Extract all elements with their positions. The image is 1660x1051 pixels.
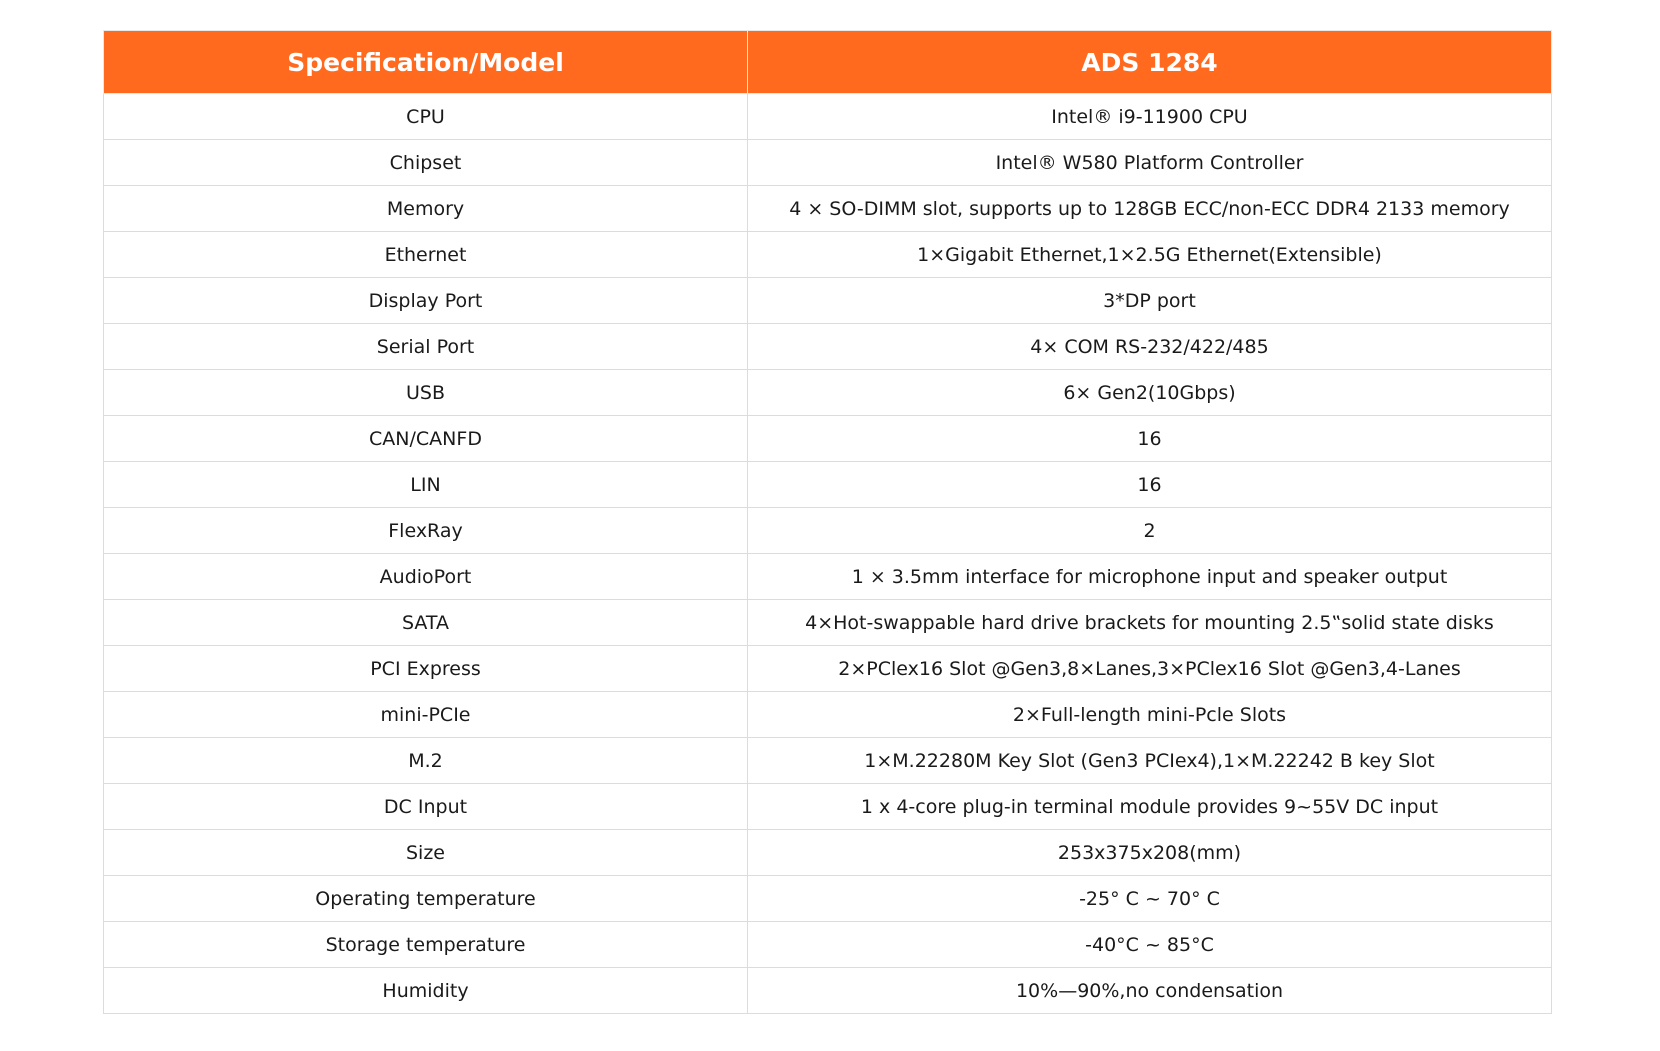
header-spec-label: Specification/Model bbox=[104, 31, 748, 94]
spec-name: USB bbox=[104, 370, 748, 416]
spec-value: 1×Gigabit Ethernet,1×2.5G Ethernet(Extensible) bbox=[748, 232, 1552, 278]
spec-name: Humidity bbox=[104, 968, 748, 1014]
spec-value: 6× Gen2(10Gbps) bbox=[748, 370, 1552, 416]
spec-value: 4 × SO-DIMM slot, supports up to 128GB ECC/non-ECC DDR4 2133 memory bbox=[748, 186, 1552, 232]
spec-value: 1×M.22280M Key Slot (Gen3 PCIex4),1×M.22242 B key Slot bbox=[748, 738, 1552, 784]
spec-table bbox=[103, 30, 1552, 1014]
spec-value: 16 bbox=[748, 462, 1552, 508]
spec-name: Display Port bbox=[104, 278, 748, 324]
table-row bbox=[104, 508, 1552, 554]
spec-name: DC Input bbox=[104, 784, 748, 830]
spec-value: 2 bbox=[748, 508, 1552, 554]
table-row bbox=[104, 416, 1552, 462]
spec-name: mini-PCIe bbox=[104, 692, 748, 738]
spec-value: 4× COM RS-232/422/485 bbox=[748, 324, 1552, 370]
table-row bbox=[104, 876, 1552, 922]
spec-name: Size bbox=[104, 830, 748, 876]
spec-name: Memory bbox=[104, 186, 748, 232]
spec-name: CAN/CANFD bbox=[104, 416, 748, 462]
spec-name: Storage temperature bbox=[104, 922, 748, 968]
spec-value: Intel® W580 Platform Controller bbox=[748, 140, 1552, 186]
header-model-name: ADS 1284 bbox=[748, 31, 1552, 94]
spec-value: Intel® i9-11900 CPU bbox=[748, 94, 1552, 140]
spec-value: 4×Hot-swappable hard drive brackets for mounting 2.5‟solid state disks bbox=[748, 600, 1552, 646]
table-row bbox=[104, 968, 1552, 1014]
table-row bbox=[104, 186, 1552, 232]
table-row bbox=[104, 646, 1552, 692]
spec-name: Operating temperature bbox=[104, 876, 748, 922]
table-row bbox=[104, 278, 1552, 324]
spec-value: 2×PClex16 Slot @Gen3,8×Lanes,3×PClex16 Slot @Gen3,4-Lanes bbox=[748, 646, 1552, 692]
spec-name: M.2 bbox=[104, 738, 748, 784]
table-row bbox=[104, 830, 1552, 876]
spec-value: 1 x 4-core plug-in terminal module provides 9~55V DC input bbox=[748, 784, 1552, 830]
header-row bbox=[104, 31, 1552, 94]
table-row bbox=[104, 324, 1552, 370]
spec-name: SATA bbox=[104, 600, 748, 646]
spec-name: Ethernet bbox=[104, 232, 748, 278]
spec-value: 3*DP port bbox=[748, 278, 1552, 324]
spec-value: 2×Full-length mini-Pcle Slots bbox=[748, 692, 1552, 738]
spec-name: LIN bbox=[104, 462, 748, 508]
table-row bbox=[104, 462, 1552, 508]
table-row bbox=[104, 232, 1552, 278]
spec-name: Chipset bbox=[104, 140, 748, 186]
table-row bbox=[104, 140, 1552, 186]
table-row bbox=[104, 692, 1552, 738]
spec-value: -40°C ~ 85°C bbox=[748, 922, 1552, 968]
table-row bbox=[104, 738, 1552, 784]
spec-name: AudioPort bbox=[104, 554, 748, 600]
table-row bbox=[104, 784, 1552, 830]
spec-name: Serial Port bbox=[104, 324, 748, 370]
spec-value: 1 × 3.5mm interface for microphone input and speaker output bbox=[748, 554, 1552, 600]
spec-name: PCI Express bbox=[104, 646, 748, 692]
table-row bbox=[104, 600, 1552, 646]
table-row bbox=[104, 922, 1552, 968]
spec-value: -25° C ~ 70° C bbox=[748, 876, 1552, 922]
table-row bbox=[104, 370, 1552, 416]
spec-name: FlexRay bbox=[104, 508, 748, 554]
table-row bbox=[104, 554, 1552, 600]
table-row bbox=[104, 94, 1552, 140]
spec-name: CPU bbox=[104, 94, 748, 140]
spec-value: 253x375x208(mm) bbox=[748, 830, 1552, 876]
spec-value: 16 bbox=[748, 416, 1552, 462]
spec-value: 10%—90%,no condensation bbox=[748, 968, 1552, 1014]
